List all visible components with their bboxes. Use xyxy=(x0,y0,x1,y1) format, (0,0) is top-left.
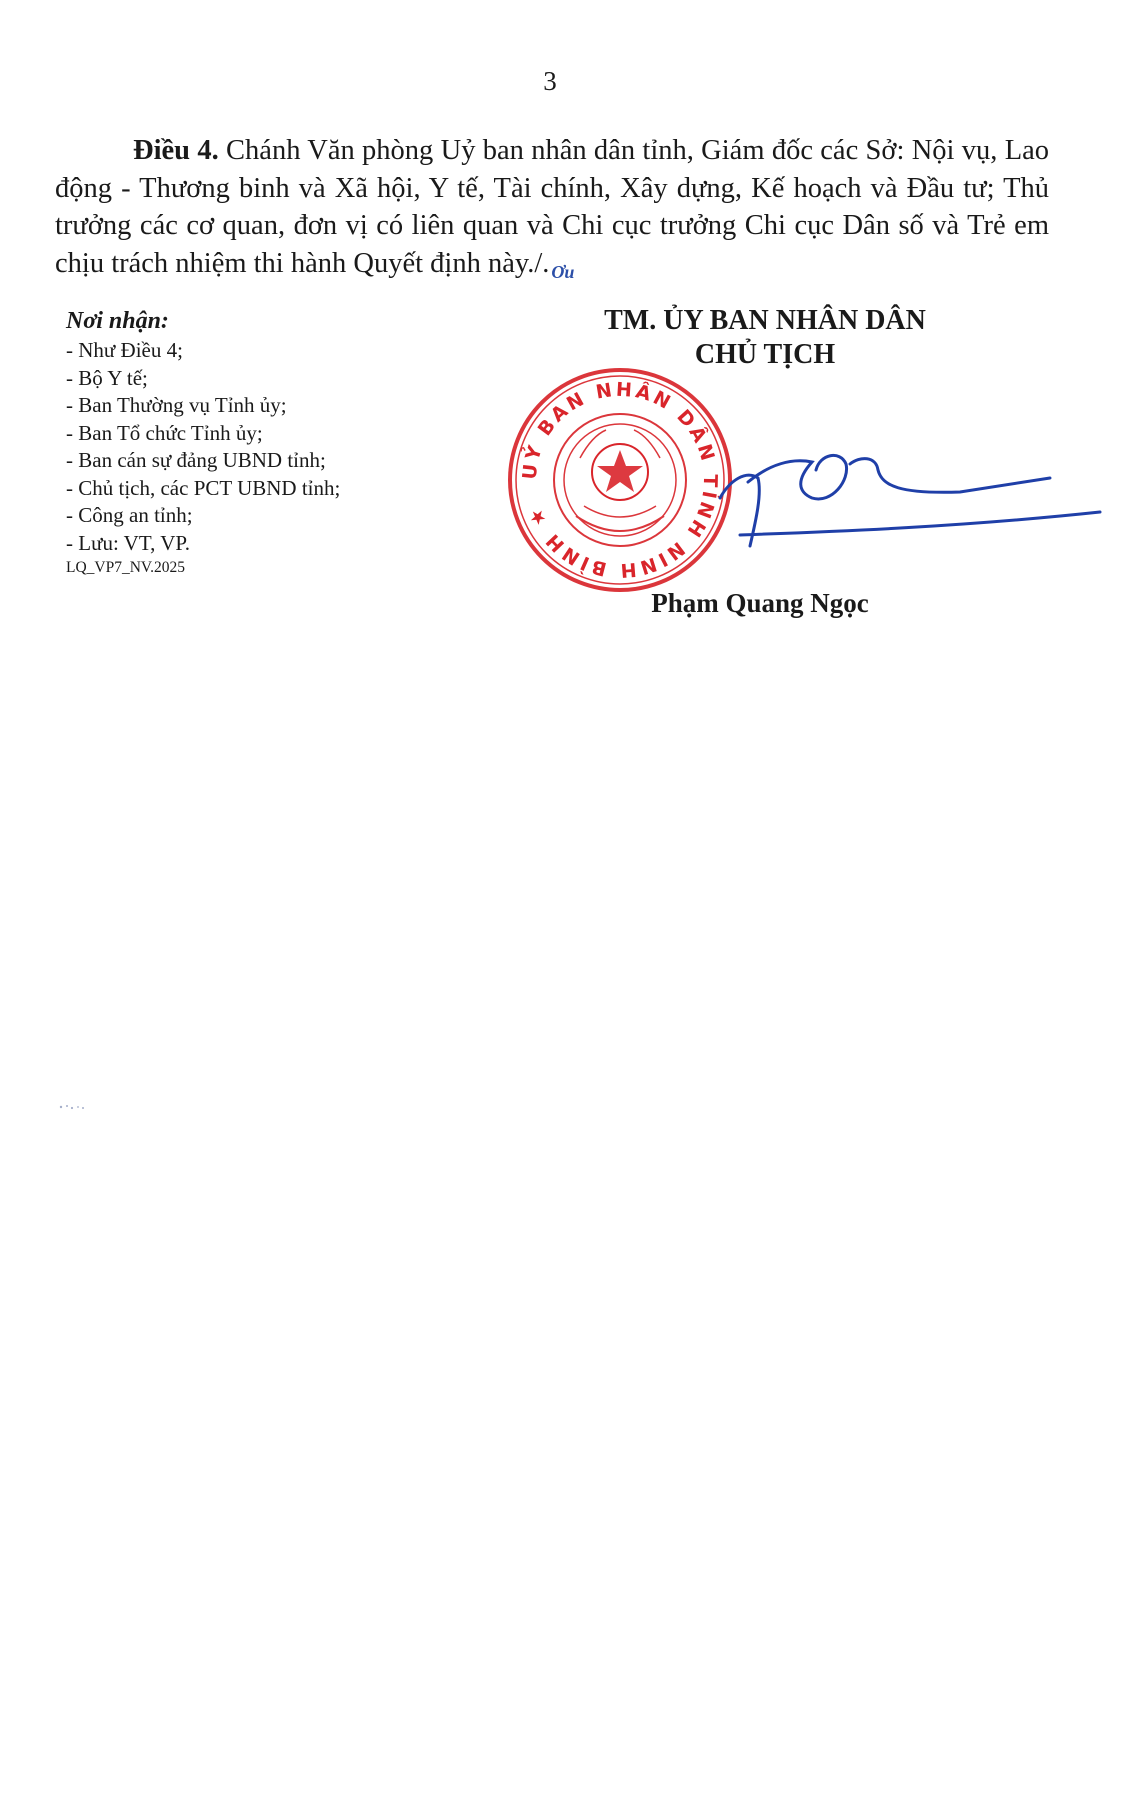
recipient-item: - Chủ tịch, các PCT UBND tỉnh; xyxy=(66,475,341,500)
article-4 xyxy=(55,132,1049,291)
article-heading: Điều 4. xyxy=(133,135,219,166)
page-number: 3 xyxy=(543,66,557,96)
handwritten-signature-icon xyxy=(700,420,1125,560)
recipients-title: Nơi nhận: xyxy=(66,308,169,334)
svg-text:UỶ BAN NHÂN DÂN TỈNH NINH BÌNH: UỶ BAN NHÂN DÂN TỈNH NINH BÌNH ★ xyxy=(518,378,722,582)
handwritten-initials: Ơu xyxy=(551,261,575,282)
recipient-item: - Ban cán sự đảng UBND tỉnh; xyxy=(66,448,326,472)
signer-name: Phạm Quang Ngọc xyxy=(651,588,869,618)
signer-role: CHỦ TỊCH xyxy=(694,339,836,370)
scan-speck-icon xyxy=(58,1102,88,1112)
recipient-item: - Như Điều 4; xyxy=(66,338,183,362)
signer-block xyxy=(555,304,975,372)
article-body: Chánh Văn phòng Uỷ ban nhân dân tỉnh, Giám đốc các Sở: Nội vụ, Lao động - Thương binh và Xã hội, Y tế, Tài chính, Xây dựng, Kế hoạch và Đầu tư; Thủ trưởng các cơ quan, đơn vị có liên quan và Chi cục trưởng Chi cục Dân số và Trẻ em chịu trách nhiệm thi hành Quyết định này./. xyxy=(55,135,1050,279)
recipient-item: - Ban Thường vụ Tỉnh ủy; xyxy=(66,393,287,417)
recipient-item: - Ban Tổ chức Tỉnh ủy; xyxy=(66,420,263,445)
recipient-item: - Bộ Y tế; xyxy=(66,365,148,390)
recipient-item: - Lưu: VT, VP. xyxy=(66,530,190,555)
recipients-block xyxy=(66,308,506,577)
document-code: LQ_VP7_NV.2025 xyxy=(66,559,185,576)
recipient-item: - Công an tỉnh; xyxy=(66,503,193,527)
signer-organization: TM. ỦY BAN NHÂN DÂN xyxy=(604,305,926,336)
